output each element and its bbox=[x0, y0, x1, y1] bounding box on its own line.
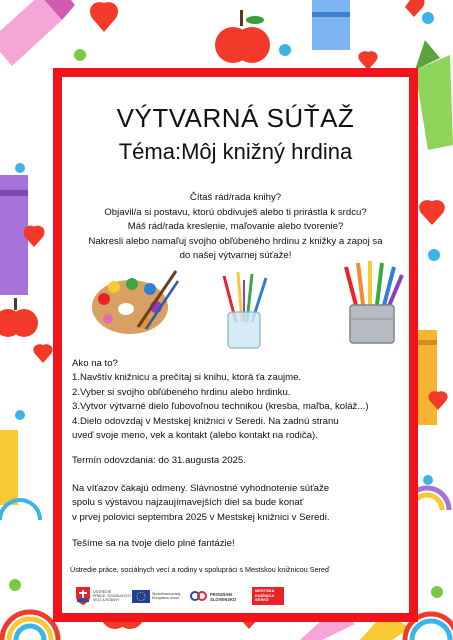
dot-icon bbox=[422, 12, 434, 24]
heart-icon bbox=[90, 2, 118, 32]
intro-line: do našej výtvarnej súťaže! bbox=[179, 250, 292, 262]
dot-icon bbox=[74, 49, 86, 61]
apple-icon bbox=[0, 298, 38, 337]
eu-logo bbox=[132, 585, 184, 607]
crayon-orange-icon bbox=[417, 330, 437, 425]
step-item: 1.Navštív knižnicu a prečítaj si knihu, ktorá ťa zaujme. bbox=[72, 372, 302, 384]
closing-text: Tešíme sa na tvoje dielo plné fantázie! bbox=[72, 538, 235, 549]
paint-palette-icon bbox=[88, 267, 180, 337]
logo-line: Európskou úniou bbox=[152, 596, 179, 601]
crayon-purple-icon bbox=[0, 175, 28, 295]
step-item: 3.Vytvor výtvarné dielo ľubovoľnou technikou (kresba, maľba, koláž...) bbox=[72, 401, 369, 413]
brushes-jar-icon bbox=[214, 272, 274, 350]
intro-line: Čítaš rád/rada knihy? bbox=[189, 192, 282, 203]
dot-icon bbox=[279, 44, 291, 56]
crayon-pink-icon bbox=[0, 0, 75, 66]
program-knot-icon bbox=[190, 589, 208, 603]
logo-line: PROGRAM bbox=[210, 592, 232, 597]
prizes-line: v prvej polovici septembra 2025 v Mestskej knižnici v Seredi. bbox=[72, 511, 330, 523]
crayon-blue-icon bbox=[312, 0, 350, 50]
logo-line: VECÍ A RODINY bbox=[93, 598, 120, 603]
intro-line: Nakresli alebo namaľuj svojho obľúbeného hrdinu z knižky a zapoj sa bbox=[88, 235, 383, 247]
apple-icon bbox=[215, 10, 270, 63]
program-slovensko-logo bbox=[190, 585, 245, 607]
logo-line: SEREĎ bbox=[255, 597, 269, 603]
poster-frame bbox=[53, 68, 418, 622]
dot-icon bbox=[9, 579, 21, 591]
logo-line: KNIŽNICA bbox=[255, 592, 275, 598]
pencils-cup-icon bbox=[340, 261, 404, 345]
heart-icon bbox=[419, 200, 445, 225]
how-heading: Ako na to? bbox=[72, 358, 118, 369]
logo-line: PRÁCE, SOCIÁLNYCH bbox=[93, 594, 131, 599]
step-item: 2.Vyber si svojho obľúbeného hrdinu alebo hrdinku. bbox=[72, 386, 291, 398]
rainbow-icon bbox=[2, 612, 58, 640]
logo-line: Spolufinancovaný bbox=[152, 592, 181, 596]
dot-icon bbox=[428, 249, 440, 261]
prizes-section bbox=[72, 482, 402, 525]
crayon-green-icon bbox=[415, 40, 453, 150]
step-item: uveď svoje meno, vek a kontakt (alebo kontakt na rodiča). bbox=[72, 430, 318, 442]
dot-icon bbox=[423, 475, 433, 485]
organizer-text: Ústredie práce, sociálnych vecí a rodiny v spolupráci s Mestskou knižnicou Sereď bbox=[70, 565, 330, 574]
logo-line: MESTSKÁ bbox=[255, 588, 275, 593]
dot-icon bbox=[15, 410, 25, 420]
eu-flag-icon bbox=[132, 590, 150, 603]
dot-icon bbox=[431, 586, 443, 598]
step-item: 4.Dielo odovzdaj v Mestskej knižnici v Seredi. Na zadnú stranu bbox=[72, 415, 339, 427]
prizes-line: spolu s výstavou najzaujímavejších diel sa bude konať bbox=[72, 497, 304, 509]
intro-text bbox=[72, 191, 399, 264]
prizes-line: Na víťazov čakajú odmeny. Slávnostné vyhodnotenie súťaže bbox=[72, 483, 330, 494]
slovak-coat-of-arms-icon bbox=[76, 587, 90, 605]
library-sered-logo bbox=[252, 587, 284, 605]
intro-line: Objavil/a si postavu, ktorú obdivuješ alebo ti prirástla k srdcu? bbox=[104, 206, 367, 218]
crayon-yellow-icon bbox=[0, 430, 18, 505]
dot-icon bbox=[15, 163, 25, 173]
ministry-logo bbox=[76, 585, 131, 607]
poster-title: VÝTVARNÁ SÚŤAŽ bbox=[116, 103, 355, 133]
partner-logos bbox=[70, 585, 400, 609]
poster-subtitle: Téma:Môj knižný hrdina bbox=[118, 139, 353, 164]
deadline-text: Termín odovzdania: do 31.augusta 2025. bbox=[72, 455, 246, 466]
heart-icon bbox=[33, 344, 52, 363]
heart-icon bbox=[405, 0, 425, 17]
logo-line: ÚSTREDIE bbox=[93, 590, 112, 594]
logo-line: SLOVENSKO bbox=[210, 597, 237, 602]
intro-line: Máš rád/rada kreslenie, maľovanie alebo tvorenie? bbox=[127, 221, 344, 233]
how-section bbox=[72, 357, 402, 443]
